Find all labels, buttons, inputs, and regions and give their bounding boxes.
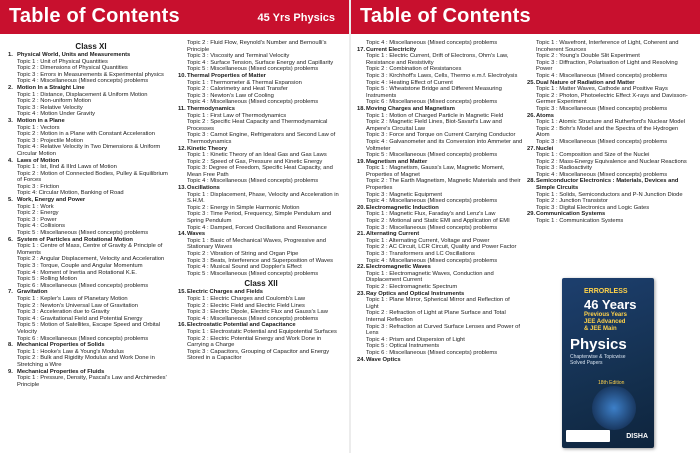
topic-item: Topic 2 : Combination of Resistances	[366, 66, 462, 73]
topic-item: Topic 4 : Miscellaneous (Mixed concepts) problems	[536, 171, 668, 178]
topic-item: Topic 4 : Miscellaneous (Mixed concepts) problems	[17, 78, 149, 85]
chapter-number: 21.	[357, 231, 366, 238]
cover-subject: Physics	[570, 336, 627, 353]
chapter-title: Motion in a Plane	[17, 117, 65, 124]
chapter-heading	[527, 178, 693, 191]
topic-item: Topic 3 : Magnetic Equipment	[366, 191, 443, 198]
chapter-title: Motion In a Straight Line	[17, 84, 85, 91]
chapter-title: Electric Charges and Fields	[187, 289, 264, 296]
topic-item: Topic 3 : Friction	[17, 183, 60, 190]
topic-item: Topic 2 : Specific Heat Capacity and Thermodynamical Processes	[187, 119, 328, 132]
topic-item: Topic 4 : Surface Tension, Surface Energy and Capillarity	[187, 59, 334, 66]
chapter-title: System of Particles and Rotational Motion	[17, 236, 133, 243]
topic-item: Topic 3 : Radioactivity	[536, 165, 593, 172]
chapter-list	[357, 40, 523, 363]
topic-item: Topic 2 : AC Circuit, LCR Circuit, Quality and Power Factor	[366, 244, 517, 251]
topic-item: Topic 4 : Musical Sound and Doppler's Effect	[187, 264, 302, 271]
chapter-number: 18.	[357, 105, 366, 112]
topic-item: Topic 2 : Junction Transistor	[536, 198, 608, 205]
chapter-title: Atoms	[536, 112, 555, 119]
column-2	[178, 40, 344, 362]
topic-item: Topic 5 : Miscellaneous (Mixed concepts) problems	[17, 230, 149, 237]
topic-item: Topic 2 : Vibration of String and Organ Pipe	[187, 251, 299, 257]
chapter-number: 20.	[357, 204, 366, 211]
chapter-number: 29.	[527, 211, 536, 218]
chapter-heading	[8, 158, 174, 165]
topic-item: Topic 1 : Electric Current, Drift of Electrons, Ohm's Law, Resistance and Resistivity	[366, 53, 509, 66]
chapter-title: Moving Charges and Magnetism	[366, 105, 455, 112]
topic-item: Topic 6 : Miscellaneous (Mixed concepts) problems	[366, 99, 498, 106]
page-title: Table of Contents	[9, 5, 180, 27]
topic-item: Topic 4 : Miscellaneous (Mixed concepts) problems	[366, 40, 498, 46]
topic-item: Topic 1 : Vectors	[17, 124, 60, 131]
topic-item: Topic 1 : Displacement, Phase, Velocity and Acceleration in S.H.M.	[187, 191, 339, 205]
cover-strip	[566, 430, 610, 442]
chapter-heading	[357, 47, 523, 54]
book-cover-image	[562, 278, 654, 448]
chapter-title: Mechanical Properties of Fluids	[17, 368, 105, 375]
cover-sub2: Chapterwise & Topicwise	[570, 354, 626, 360]
cover-edition: 18th Edition	[598, 380, 625, 386]
chapter-number: 7.	[8, 289, 13, 296]
topic-item: Topic 1 : Electrostatic Potential and Equipotential Surfaces	[187, 328, 337, 335]
chapter-heading	[527, 146, 693, 153]
cover-sub3: Solved Papers	[570, 360, 603, 366]
topic-item: Topic 3 : Errors in Measurements & Experimental physics	[17, 71, 164, 78]
chapter-title: Electrostatic Potential and Capacitance	[187, 322, 296, 329]
chapter-heading	[527, 80, 693, 87]
topic-item: Topic 4 : Gravitational Field and Potential Energy	[17, 315, 143, 322]
cover-exam2: & JEE Main	[584, 326, 617, 332]
topic-item: Topic 3 : Miscellaneous (Mixed concepts) problems	[366, 224, 498, 231]
column-1	[8, 40, 174, 388]
chapter-title: Work, Energy and Power	[17, 197, 86, 204]
topic-item: Topic 6 : Miscellaneous (Mixed concepts) problems	[17, 282, 149, 289]
topic-item: Topic 1 : Composition and Size of the Nuclei	[536, 152, 650, 159]
publisher-logo: DISHA	[626, 433, 648, 440]
topic-item: Topic 3 : Miscellaneous (Mixed concepts) problems	[536, 138, 668, 145]
topic-item: Topic 3 : Acceleration due to Gravity	[17, 309, 110, 316]
topic-item: Topic 2 : Speed of Gas, Pressure and Kinetic Energy	[187, 158, 323, 165]
chapter-heading	[178, 146, 344, 153]
chapter-number: 28.	[527, 178, 536, 185]
topic-item: Topic 1 : Alternating Current, Voltage and Power	[366, 237, 490, 244]
topic-item: Topic 5 : Miscellaneous (Mixed concepts) problems	[187, 66, 319, 73]
chapter-number: 10.	[178, 72, 187, 79]
topic-item: Topic 1 : Ist, IInd & IIIrd Laws of Motion	[17, 164, 117, 171]
topic-item: Topic 2 : Refraction of Light at Plane Surface and Total Internal Reflection	[366, 310, 506, 323]
chapter-heading	[178, 231, 344, 238]
chapter-title: Kinetic Theory	[187, 145, 228, 152]
topic-item: Topic 1 : Magnetism, Gauss's Law, Magnetic Moment, Properties of Magnet	[366, 165, 505, 178]
topic-item: Topic 4 : Motion Under Gravity	[17, 111, 95, 118]
topic-item: Topic 3 : Viscosity and Terminal Velocity	[187, 53, 290, 60]
topic-item: Topic 3 : Diffraction, Polarisation of Light and Resolving Power	[536, 59, 678, 73]
topic-item: Topic 2 : Angular Displacement, Velocity and Acceleration	[17, 256, 165, 263]
chapter-list	[8, 52, 174, 388]
chapter-heading	[8, 289, 174, 296]
topic-item: Topic 1 : Motion of Charged Particle in Magnetic Field	[366, 112, 504, 119]
topic-item: Topic 3 : Beats, Interference and Superposition of Waves	[187, 257, 334, 264]
topic-item: Topic 5 : Miscellaneous (Mixed concepts) problems	[366, 152, 498, 159]
chapter-title: Communication Systems	[536, 211, 606, 218]
topic-item: Topic 3: Degree of Freedom, Specific Heat Capacity, and Mean Free Path	[187, 165, 333, 178]
page-title: Table of Contents	[360, 5, 531, 27]
chapter-heading	[178, 289, 344, 296]
topic-item: Topic 4: Circular Motion, Banking of Road	[17, 190, 124, 197]
chapter-title: Semiconductor Electronics : Materials, Devices and Simple Circuits	[536, 178, 679, 192]
cover-badge: ERRORLESS	[584, 288, 628, 295]
chapter-title: Laws of Motion	[17, 157, 60, 164]
column-3	[357, 40, 523, 363]
chapter-heading	[178, 73, 344, 80]
chapter-number: 24.	[357, 356, 366, 363]
chapter-title: Nuclei	[536, 145, 554, 152]
topic-item: Topic 2 : Electric Potential Energy and Work Done in Carrying a Charge	[187, 335, 322, 349]
topic-item: Topic 1 : Matter Waves, Cathode and Positive Rays	[536, 86, 668, 93]
chapter-list	[178, 289, 344, 362]
topic-item: Topic 2 : Non-uniform Motion	[17, 98, 92, 105]
topic-item: Topic 1 : Communication Systems	[536, 218, 624, 225]
topic-item: Topic 3 : Electric Dipole, Electric Flux and Gauss's Law	[187, 309, 328, 316]
topic-item: Topic 2 : The Earth Magnetism, Magnetic Materials and their Properties	[366, 178, 521, 192]
chapter-number: 8.	[8, 342, 13, 349]
topic-item: Topic 1 : Hooke's Law & Young's Modulus	[17, 348, 124, 355]
topic-item: Topic 2 : Mass-Energy Equivalence and Nuclear Reactions	[536, 158, 687, 165]
topic-item: Topic 3 : Torque, Couple and Angular Momentum	[17, 263, 143, 269]
chapter-number: 3.	[8, 117, 13, 124]
chapter-heading	[527, 113, 693, 120]
chapter-title: Gravitation	[17, 289, 48, 296]
cover-subtitle	[570, 354, 626, 366]
topic-item: Topic 2 : Energy in Simple Harmonic Motion	[187, 204, 300, 211]
right-banner	[351, 0, 700, 34]
chapter-heading	[357, 357, 523, 364]
topic-item: Topic 2 : Young's Double Slit Experiment	[536, 53, 640, 60]
chapter-title: Physical World, Units and Measurements	[17, 52, 131, 58]
topic-item: Topic 3 : Digital Electronics and Logic Gates	[536, 204, 650, 211]
chapter-title: Alternating Current	[366, 231, 420, 238]
topic-item: Topic 3 : Carnot Engine, Refrigerators and Second Law of Thermodynamics	[187, 132, 336, 145]
cover-glow	[592, 386, 636, 430]
chapter-number: 2.	[8, 84, 13, 91]
topic-item: Topic 5 : Miscellaneous (Mixed concepts) problems	[187, 270, 319, 277]
chapter-heading	[357, 231, 523, 238]
topic-item: Topic 3 : Miscellaneous (Mixed concepts) problems	[536, 105, 668, 112]
topic-item: Topic 4 : Collisions	[17, 223, 66, 230]
chapter-list	[178, 40, 344, 277]
chapter-number: 19.	[357, 158, 366, 165]
topic-item: Topic 4 : Miscellaneous (Mixed concepts) problems	[366, 198, 498, 205]
topic-item: Topic 3 : Transformers and LC Oscillations	[366, 251, 475, 257]
topic-item: Topic 2 : Fluid Flow, Reynold's Number and Bernoulli's Principle	[187, 40, 327, 53]
topic-item: Topic 1 : Unit of Physical Quantities	[17, 58, 108, 65]
topic-item: Topic 6 : Miscellaneous (Mixed concepts) problems	[366, 349, 498, 356]
chapter-number: 12.	[178, 145, 187, 152]
page-subtitle: 45 Yrs Physics	[257, 12, 335, 24]
chapter-title: Waves	[187, 231, 206, 238]
cover-years: 46 Years	[584, 297, 637, 312]
chapter-number: 25.	[527, 79, 536, 86]
topic-item: Topic 2 : Energy	[17, 210, 59, 217]
chapter-heading	[8, 237, 174, 244]
chapter-number: 11.	[178, 105, 186, 112]
chapter-number: 1.	[8, 52, 13, 58]
topic-item: Topic 4 : Miscellaneous (Mixed concepts) problems	[366, 257, 498, 264]
cover-exam	[584, 312, 627, 333]
chapter-number: 13.	[178, 185, 187, 192]
chapter-number: 26.	[527, 112, 536, 119]
topic-item: Topic 2 : Photon, Photoelectric Effect X-rays and Davisson-Germer Experiment	[536, 92, 688, 106]
topic-item: Topic 6 : Miscellaneous (Mixed concepts) problems	[17, 335, 149, 342]
chapter-heading	[8, 85, 174, 92]
column-4	[527, 40, 693, 225]
topic-item: Topic 4 : Moment of Inertia and Rotational K.E.	[17, 269, 137, 276]
topic-item: Topic 3 : Projectile Motion	[17, 137, 84, 144]
topic-item: Topic 1 : Wavefront, Interference of Light, Coherent and Incoherent Sources	[536, 40, 679, 53]
topic-item: Topic 2 : Newton's Universal Law of Gravitation	[17, 302, 138, 309]
chapter-number: 15.	[178, 289, 187, 296]
topic-item: Topic 4 : Miscellaneous (Mixed concepts) problems	[187, 315, 319, 322]
chapter-number: 16.	[178, 322, 187, 329]
topic-item: Topic 3 : Force and Torque on Current Carrying Conductor	[366, 132, 516, 139]
topic-item: Topic 1 : Work	[17, 203, 54, 210]
chapter-title: Thermal Properties of Matter	[187, 72, 266, 79]
topic-item: Topic 5 : Wheatstone Bridge and Different Measuring Instruments	[366, 86, 502, 99]
topic-item: Topic 1 : Centre of Mass, Centre of Gravity & Principle of Moments	[17, 243, 163, 256]
chapter-title: Magnetism and Matter	[366, 158, 428, 165]
chapter-title: Dual Nature of Radiation and Matter	[536, 79, 635, 86]
topic-item: Topic 2 : Bulk and Rigidity Modulus and Work Done in Stretching a Wire	[17, 355, 155, 368]
topic-item: Topic 2 : Calorimetry and Heat Transfer	[187, 86, 288, 93]
topic-item: Topic 2 : Electromagnetic Spectrum	[366, 283, 458, 290]
chapter-title: Current Electricity	[366, 46, 417, 53]
chapter-heading	[8, 369, 174, 376]
chapter-heading	[178, 185, 344, 192]
left-banner	[0, 0, 349, 34]
topic-item: Topic 4 : Miscellaneous (Mixed concepts) problems	[536, 72, 668, 79]
topic-item: Topic 1 : Distance, Displacement & Uniform Motion	[17, 91, 148, 98]
chapter-list	[527, 40, 693, 225]
topic-item: Topic 4 : Prism and Dispersion of Light	[366, 336, 465, 343]
chapter-heading	[8, 52, 174, 59]
chapter-title: Oscillations	[187, 185, 220, 192]
topic-item: Topic 1 : Atomic Structure and Rutherford's Nuclear Model	[536, 119, 685, 126]
chapter-number: 27.	[527, 145, 536, 152]
topic-item: Topic 4 : Miscellaneous (Mixed concepts) problems	[187, 178, 319, 185]
topic-item: Topic 1 : Solids, Semiconductors and P-N Junction Diode	[536, 191, 683, 198]
topic-item: Topic 2 : Motional and Static EMI and Application of EMI	[366, 218, 510, 225]
topic-item: Topic 1 : Kepler's Laws of Planetary Motion	[17, 295, 128, 302]
chapter-heading	[357, 264, 523, 271]
topic-item: Topic 1 : First Law of Thermodynamics	[187, 112, 287, 119]
topic-item: Topic 2 : Bohr's Model and the Spectra of the Hydrogen Atom	[536, 125, 679, 139]
topic-item: Topic 1 : Thermometer & Thermal Expansion	[187, 79, 302, 86]
chapter-title: Thermodynamics	[187, 105, 235, 112]
topic-item: Topic 3 : Relative Velocity	[17, 104, 83, 111]
topic-item: Topic 3 : Kirchhoff's Laws, Cells, Thermo e.m.f. Electrolysis	[366, 72, 518, 79]
topic-item: Topic 4 : Damped, Forced Oscillations and Resonance	[187, 224, 327, 231]
cover-exam-name: JEE Advanced	[584, 319, 626, 325]
left-page	[0, 0, 349, 453]
chapter-heading	[178, 322, 344, 329]
topic-item: Topic 2 : Motion in a Plane with Constant Acceleration	[17, 131, 155, 138]
chapter-title: Mechanical Properties of Solids	[17, 342, 105, 349]
topic-item: Topic 2 : Motion of Connected Bodies, Pulley & Equilibrium of Forces	[17, 170, 168, 184]
topic-item: Topic 2 : Dimensions of Physical Quantities	[17, 65, 128, 72]
chapter-heading	[8, 197, 174, 204]
class-heading: Class XII	[244, 279, 278, 289]
topic-item: Topic 5 : Motion of Satellites, Escape Speed and Orbital Velocity	[17, 322, 161, 335]
chapter-title: Electromagnetic Waves	[366, 264, 431, 271]
topic-item: Topic 3 : Time Period, Frequency, Simple Pendulum and Spring Pendulum	[187, 211, 332, 225]
chapter-number: 14.	[178, 231, 187, 238]
topic-item: Topic 1 : Magnetic Flux, Faraday's and Lenz's Law	[366, 211, 496, 218]
chapter-number: 22.	[357, 264, 366, 271]
chapter-number: 5.	[8, 197, 13, 204]
chapter-heading	[8, 342, 174, 349]
topic-item: Topic 1 : Electric Charges and Coulomb's Law	[187, 295, 306, 302]
chapter-title: Electromagnetic Induction	[366, 204, 439, 211]
chapter-title: Wave Optics	[366, 356, 401, 363]
topic-item: Topic 2 : Electric Field and Electric Field Lines	[187, 302, 305, 309]
topic-item: Topic 5 : Optical Instruments	[366, 343, 440, 350]
topic-item: Topic 3 : Newton's Law of Cooling	[187, 92, 274, 99]
topic-item: Topic 3 : Refraction at Curved Surface Lenses and Power of Lens	[366, 323, 521, 337]
topic-item: Topic 3 : Capacitors, Grouping of Capacitor and Energy Stored in a Capacitor	[187, 348, 330, 362]
topic-item: Topic 4 : Relative Velocity in Two Dimensions & Uniform Circular Motion	[17, 144, 161, 157]
chapter-number: 9.	[8, 368, 13, 375]
topic-item: Topic 1 : Basic of Mechanical Waves, Progressive and Stationary Waves	[187, 237, 326, 251]
topic-item: Topic 4 : Galvanometer and its Conversion into Ammeter and Voltmeter	[366, 138, 523, 152]
chapter-number: 6.	[8, 236, 13, 243]
topic-item: Topic 1 : Plane Mirror, Spherical Mirror and Reflection of Light	[366, 297, 510, 310]
chapter-number: 23.	[357, 290, 366, 297]
topic-item: Topic 4 : Miscellaneous (Mixed concepts) problems	[187, 99, 319, 106]
topic-item: Topic 1 : Pressure, Density, Pascal's Law and Archimedes' Principle	[17, 375, 167, 388]
chapter-heading	[357, 291, 523, 298]
topic-item: Topic 1 : Electromagnetic Waves, Conduction and Displacement Current	[366, 270, 494, 284]
chapter-heading	[357, 159, 523, 166]
cover-prev: Previous Years	[584, 312, 627, 318]
topic-item: Topic 1 : Kinetic Theory of an Ideal Gas and Gas Laws	[187, 152, 327, 159]
topic-item: Topic 4 : Heating Effect of Current	[366, 79, 453, 86]
chapter-heading	[178, 106, 344, 113]
topic-item: Topic 5 : Rolling Motion	[17, 276, 77, 283]
chapter-heading	[8, 118, 174, 125]
chapter-number: 4.	[8, 157, 13, 164]
right-page	[351, 0, 700, 453]
topic-item: Topic 2 : Magnetic Field Lines, Biot-Savart's Law and Ampere's Circuital Law	[366, 119, 502, 132]
chapter-number: 17.	[357, 46, 366, 53]
topic-item: Topic 3 : Power	[17, 216, 57, 223]
class-heading: Class XI	[75, 42, 107, 51]
chapter-heading	[527, 211, 693, 218]
chapter-heading	[357, 205, 523, 212]
chapter-heading	[357, 106, 523, 113]
chapter-title: Ray Optics and Optical Instruments	[366, 290, 465, 297]
